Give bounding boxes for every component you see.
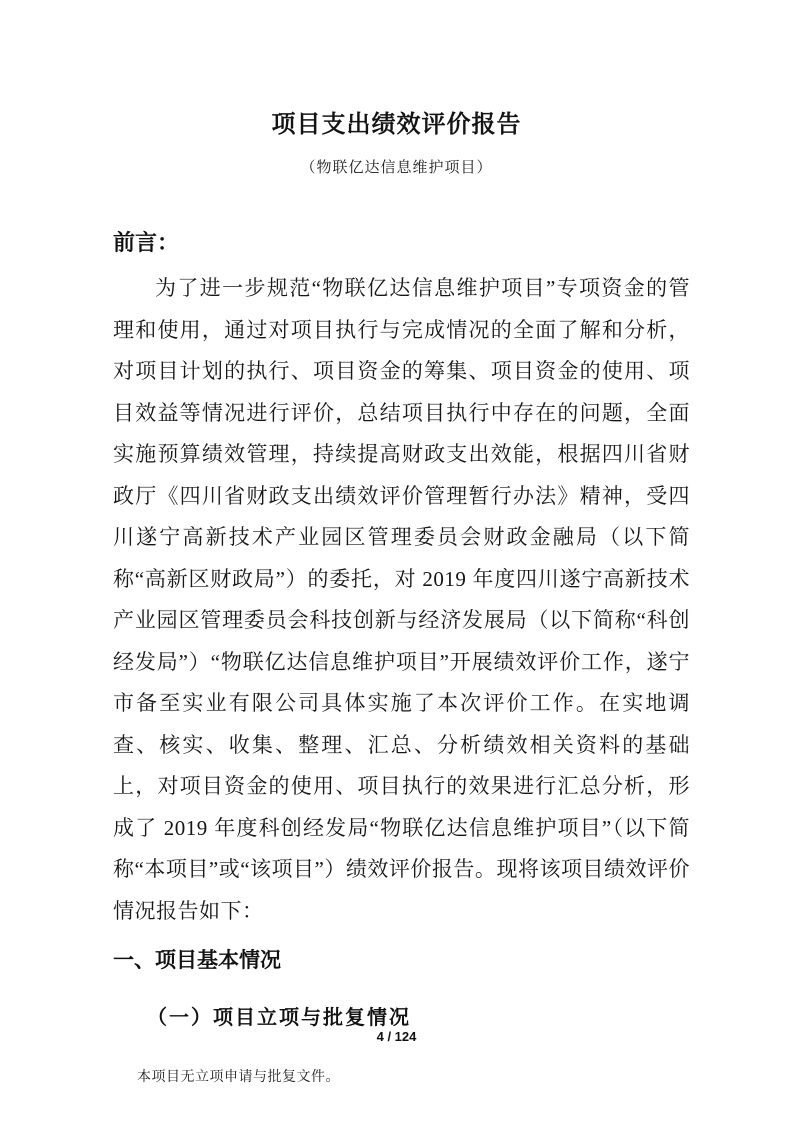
page-subtitle: （物联亿达信息维护项目） bbox=[300, 160, 493, 176]
section-heading-basic-info: 一、项目基本情况 bbox=[113, 949, 281, 972]
preface-paragraph: 为了进一步规范“物联亿达信息维护项目”专项资金的管理和使用，通过对项目执行与完成情况的全面了解和分析，对项目计划的执行、项目资金的筹集、项目资金的使用、项目效益等情况进行评价，总结项目执行中存在的问题，全面实施预算绩效管理，持续提高财政支出效能，根据四川省财政厅《四川省财政支出绩效评价管理暂行办法》精神，受四川遂宁高新技术产业园区管理委员会财政金融局（以下简称“高新区财政局”）的委托，对 2019 年度四川遂宁高新技术产业园区管理委员会科技创新与经济发展局（以下简称“科创经发局”）“物联亿达信息维护项目”开展绩效评价工作，遂宁市备至实业有限公司具体实施了本次评价工作。在实地调查、核实、收集、整理、汇总、分析绩效相关资料的基础上，对项目资金的使用、项目执行的效果进行汇总分析，形成了 2019 年度科创经发局“物联亿达信息维护项目”（以下简称“本项目”或“该项目”）绩效评价报告。现将该项目绩效评价情况报告如下： bbox=[113, 276, 690, 923]
page-number: 4 / 124 bbox=[376, 1029, 417, 1044]
preface-heading: 前言： bbox=[113, 230, 180, 255]
subsection-body-approval-status: 本项目无立项申请与批复文件。 bbox=[137, 1070, 340, 1085]
subsection-heading-approval-status: （一）项目立项与批复情况 bbox=[147, 1007, 411, 1029]
page-title: 项目支出绩效评价报告 bbox=[271, 111, 522, 138]
